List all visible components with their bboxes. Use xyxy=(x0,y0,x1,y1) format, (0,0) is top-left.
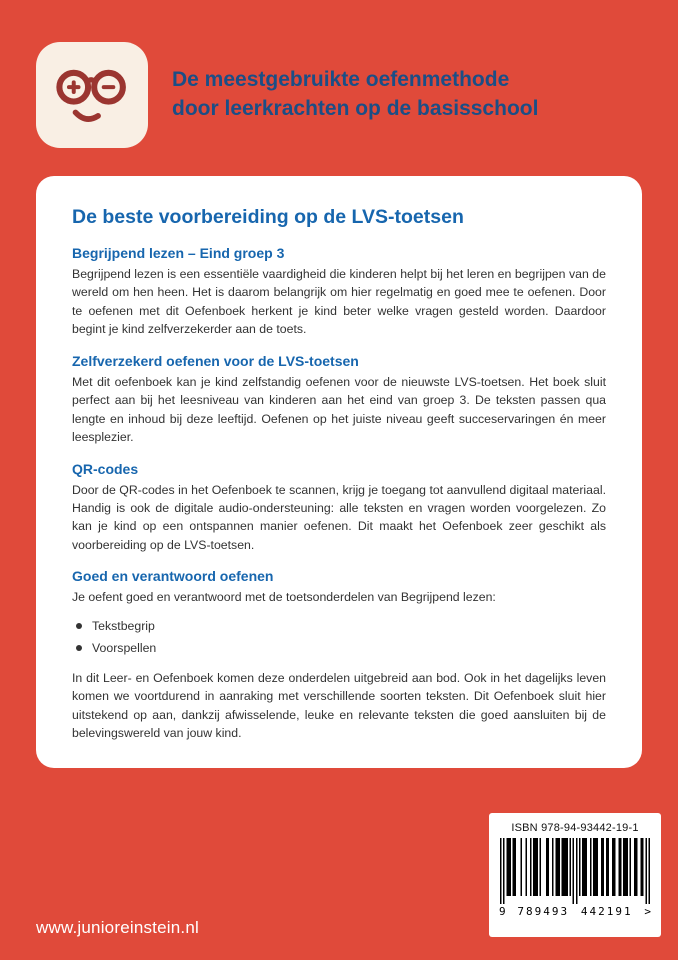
glasses-icon xyxy=(48,55,136,135)
tagline-line-2: door leerkrachten op de basisschool xyxy=(172,97,539,120)
section-body: Begrijpend lezen is een essentiële vaardigheid die kinderen helpt bij het leren en begrijpen van de wereld om hen heen. Het is daarom belangrijk om hier regelmatig en goed mee te oefenen. Door te oefenen met dit Oefenboek herkent je kind beter welke vragen gesteld worden. Daardoor begint je kind zelfverzekerder aan de toets. xyxy=(72,267,606,337)
section-body: Je oefent goed en verantwoord met de toetsonderdelen van Begrijpend lezen: xyxy=(72,590,496,605)
section-zelfverzekerd-oefenen xyxy=(72,353,606,447)
barcode-arrow: > xyxy=(644,905,651,918)
plus-icon xyxy=(69,82,79,92)
section-qr-codes xyxy=(72,461,606,555)
barcode-digit-prefix: 9 xyxy=(499,905,506,918)
bullet-item xyxy=(76,619,606,633)
bullet-item xyxy=(76,641,606,655)
section-begrijpend-lezen xyxy=(72,245,606,339)
section-heading: Begrijpend lezen – Eind groep 3 xyxy=(72,245,285,261)
closing-paragraph: In dit Leer- en Oefenboek komen deze onderdelen uitgebreid aan bod. Ook in het dagelijks leven komen we voortdurend in aanraking met verschillende soorten teksten. Dit Oefenboek sluit hier uitstekend op aan, dankzij afwisselende, leuke en relevante teksten die goed aansluiten bij de belevingswereld van jouw kind. xyxy=(72,670,606,740)
section-heading: Goed en verantwoord oefenen xyxy=(72,568,274,585)
bullet-list xyxy=(72,619,606,655)
smile-icon xyxy=(75,112,98,119)
bullet-dot-icon xyxy=(76,645,82,651)
section-goed-en-verantwoord xyxy=(72,568,606,606)
header xyxy=(36,42,648,148)
section-heading: QR-codes xyxy=(72,460,139,477)
ean13-barcode xyxy=(500,838,650,904)
section-heading: Zelfverzekerd oefenen voor de LVS-toetsen xyxy=(72,352,359,369)
bullet-dot-icon xyxy=(76,623,82,629)
junior-einstein-logo xyxy=(36,42,148,148)
tagline-line-1: De meestgebruikte oefenmethode xyxy=(172,68,510,92)
description-card xyxy=(36,176,642,768)
bullet-label: Tekstbegrip xyxy=(92,618,155,633)
isbn-label: ISBN 978-94-93442-19-1 xyxy=(511,822,639,834)
card-title: De beste voorbereiding op de LVS-toetsen xyxy=(72,206,464,228)
website-url: www.junioreinstein.nl xyxy=(36,918,199,937)
bullet-label: Voorspellen xyxy=(92,640,157,655)
isbn-barcode-box xyxy=(489,813,661,937)
section-body: Met dit oefenboek kan je kind zelfstandig oefenen voor de nieuwste LVS-toetsen. Het boek sluit perfect aan bij het leesniveau van kinderen aan het eind van groep 3. De teksten passen qua lengte en inhoud bij deze leeftijd. Oefenen op het juiste niveau geeft succeservaringen én meer leesplezier. xyxy=(72,374,606,445)
barcode-digits-left: 789493 xyxy=(517,905,570,918)
section-body: Door de QR-codes in het Oefenboek te scannen, krijg je toegang tot aanvullend digitaal materiaal. Handig is ook de digitale audio-ondersteuning: alle teksten en vragen worden voorgelezen. Zo kan je kind op een ontspannen manier oefenen. Dit maakt het Oefenboek zeer geschikt als voorbereiding op de LVS-toetsen. xyxy=(72,482,606,552)
tagline xyxy=(172,66,538,124)
barcode-digits-right: 442191 xyxy=(580,905,633,918)
barcode-digits xyxy=(499,905,651,918)
